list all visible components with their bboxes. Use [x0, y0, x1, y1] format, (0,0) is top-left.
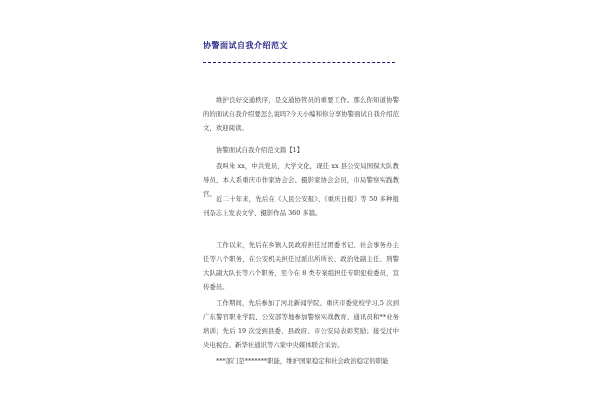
body-paragraph-5: ***部门是*******职能，维护国家稳定和社会政治稳定的职能 — [216, 357, 389, 365]
body-paragraph-1: 我叫朱 xx，中共党员，大学文化，现任 xx 县公安局国保大队教导员，本人系重庆市作家协会会、摄影家协会会员，市局警察实践教官。 — [203, 162, 399, 198]
body-paragraph-2: 近二十年来，先后在《人民公安报》、《重庆日报》等 50 多种报刊杂志上发表文学、摄影作品 360 多篇。 — [203, 195, 399, 217]
intro-paragraph: 维护良好交通秩序，是交通协管员的重要工作。那么你知道协警的的面试自我介绍要怎么说吗?今天小编和你分享协警面试自我介绍范文，欢迎阅读。 — [203, 96, 399, 132]
body-paragraph-3: 工作以来，先后在乡镇人民政府担任过团委书记、社会事务办主任等八个职务，在公安机关担任过派出所所长、政治处副主任、刑警大队副大队长等六个职务，至今在 8 类专案组担任专职犯检委员，宣传委员。 — [203, 241, 399, 291]
body-paragraph-4: 工作期间，先后参加了河北新闻学院、重庆市委党校学习,5 次到广东警官职业学院、公安部等地参加警察实战教育、通讯员和**业务培训；先后 19 次受到县委、县政府、市公安局表彰奖励；接受过中央电视台、新华社通讯等六家中央媒体联合采访。 — [203, 299, 399, 349]
document-title: 协警面试自我介绍范文 — [203, 40, 288, 50]
section-heading: 协警面试自我介绍范文篇【1】 — [216, 146, 304, 154]
title-divider — [203, 62, 395, 63]
